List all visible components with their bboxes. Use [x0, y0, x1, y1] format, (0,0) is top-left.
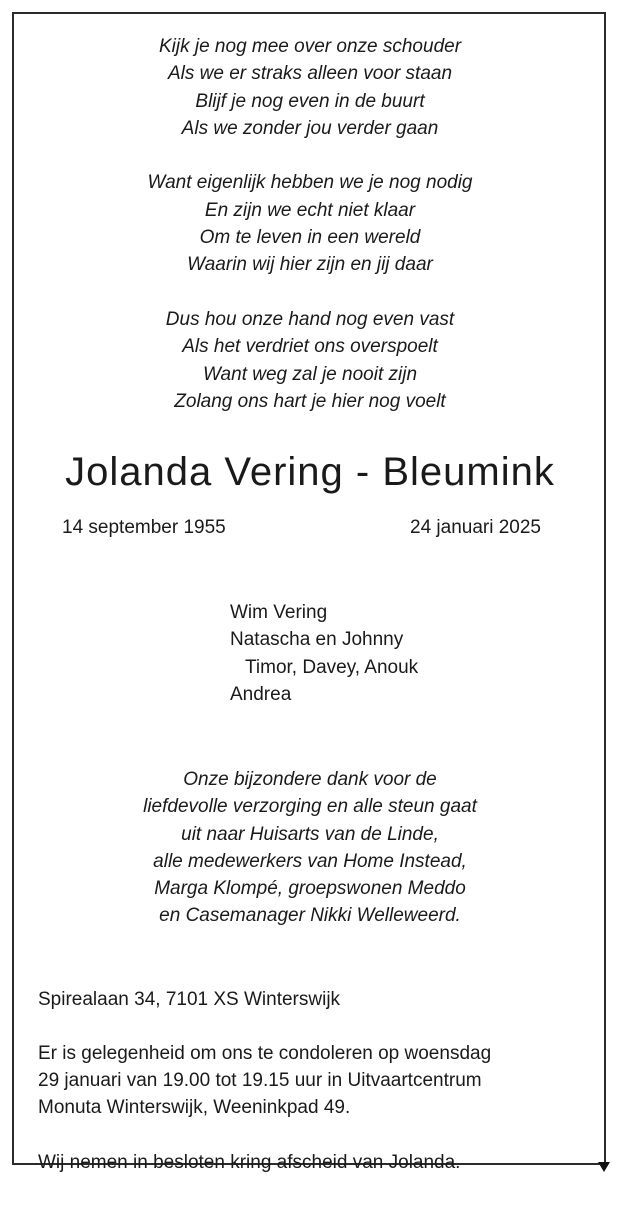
deceased-name: Jolanda Vering - Bleumink — [65, 450, 555, 494]
farewell-note: Wij nemen in besloten kring afscheid van Jolanda. — [38, 1152, 461, 1173]
thanks-line: uit naar Huisarts van de Linde, — [181, 823, 439, 845]
poem-stanza — [0, 33, 620, 142]
family-grandchildren: Timor, Davey, Anouk — [245, 656, 419, 678]
poem-stanza — [0, 306, 620, 415]
poem-line: Kijk je nog mee over onze schouder — [158, 36, 462, 57]
condolence-line: 29 januari van 19.00 tot 19.15 uur in Uitvaartcentrum — [38, 1070, 482, 1091]
poem-line: Als we zonder jou verder gaan — [181, 117, 439, 139]
thanks-line: liefdevolle verzorging en alle steun gaat — [143, 796, 477, 818]
triangle-down-icon[interactable] — [598, 1162, 610, 1172]
birth-date: 14 september 1955 — [62, 517, 226, 538]
family-other: Andrea — [230, 683, 292, 705]
condolence-line: Er is gelegenheid om ons te condoleren op woensdag — [38, 1043, 492, 1064]
thanks-message — [0, 766, 620, 930]
thanks-line: Onze bijzondere dank voor de — [183, 769, 437, 790]
poem-line: Blijf je nog even in de buurt — [195, 90, 425, 112]
poem-line: Zolang ons hart je hier nog voelt — [174, 390, 446, 412]
correspondence-address: Spirealaan 34, 7101 XS Winterswijk — [38, 989, 341, 1010]
family-list — [230, 599, 418, 708]
condolence-line: Monuta Winterswijk, Weeninkpad 49. — [38, 1097, 351, 1118]
thanks-line: Marga Klompé, groepswonen Meddo — [154, 878, 466, 900]
poem-line: En zijn we echt niet klaar — [204, 199, 416, 221]
poem-line: Als we er straks alleen voor staan — [167, 63, 453, 85]
condolence-info — [38, 1040, 491, 1121]
family-children: Natascha en Johnny — [230, 629, 404, 651]
poem-stanza — [0, 169, 620, 278]
family-spouse: Wim Vering — [230, 602, 328, 623]
poem-line: Als het verdriet ons overspoelt — [182, 336, 438, 358]
poem-line: Want weg zal je nooit zijn — [202, 363, 418, 385]
death-date: 24 januari 2025 — [410, 517, 541, 538]
poem-line: Dus hou onze hand nog even vast — [165, 308, 455, 330]
poem-line: Waarin wij hier zijn en jij daar — [187, 254, 433, 276]
poem-line: Want eigenlijk hebben we je nog nodig — [147, 172, 473, 194]
poem — [0, 33, 620, 442]
thanks-line: en Casemanager Nikki Welleweerd. — [159, 905, 461, 927]
thanks-line: alle medewerkers van Home Instead, — [153, 850, 467, 872]
poem-line: Om te leven in een wereld — [199, 227, 421, 249]
